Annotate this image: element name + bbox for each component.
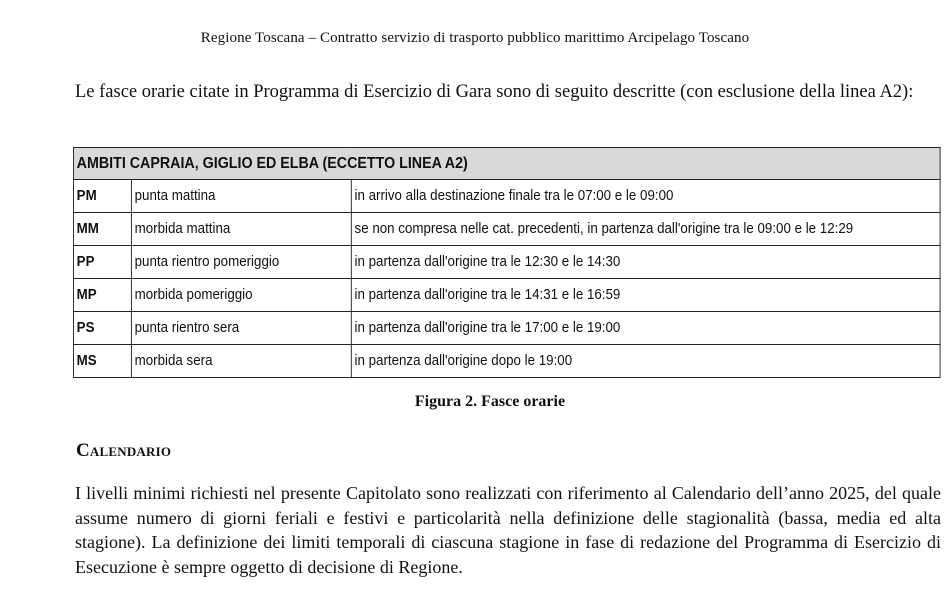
- band-name: punta rientro sera: [131, 312, 351, 345]
- band-description: in arrivo alla destinazione finale tra le 07:00 e le 09:00: [351, 180, 940, 213]
- band-name: punta rientro pomeriggio: [131, 246, 351, 279]
- band-description: in partenza dall'origine tra le 14:31 e le 16:59: [351, 279, 940, 312]
- running-header: Regione Toscana – Contratto servizio di trasporto pubblico marittimo Arcipelago Toscano: [200, 30, 750, 46]
- band-code: PP: [73, 246, 131, 279]
- band-description: se non compresa nelle cat. precedenti, in partenza dall'origine tra le 09:00 e le 12:29: [351, 213, 940, 246]
- table-row: [73, 246, 940, 279]
- figure-caption: Figura 2. Fasce orarie: [414, 393, 566, 410]
- band-name: punta mattina: [131, 180, 351, 213]
- band-name: morbida pomeriggio: [131, 279, 351, 312]
- section-paragraph: I livelli minimi richiesti nel presente Capitolato sono realizzati con riferimento al Calendario dell’anno 2025, del quale assume numero di giorni feriali e festivi e particolarità nella definizione delle stagionalità (bassa, media ed alta stagione). La definizione dei limiti temporali di ciascuna stagione in fase di redazione del Programma di Esercizio di Esecuzione è sempre oggetto di decisione di Regione.: [75, 483, 941, 577]
- section-title: Calendario: [76, 440, 172, 461]
- band-description: in partenza dall'origine dopo le 19:00: [351, 345, 940, 378]
- table-row: [73, 279, 940, 312]
- band-name: morbida mattina: [131, 213, 351, 246]
- table-row: [73, 180, 940, 213]
- table-header-row: [73, 148, 940, 180]
- band-description: in partenza dall'origine tra le 12:30 e le 14:30: [351, 246, 940, 279]
- table-heading: AMBITI CAPRAIA, GIGLIO ED ELBA (ECCETTO LINEA A2): [73, 148, 940, 180]
- band-code: MP: [73, 279, 131, 312]
- band-code: MM: [73, 213, 131, 246]
- band-name: morbida sera: [131, 345, 351, 378]
- table-row: [73, 345, 940, 378]
- time-bands-table: [73, 147, 941, 378]
- band-description: in partenza dall'origine tra le 17:00 e le 19:00: [351, 312, 940, 345]
- band-code: PM: [73, 180, 131, 213]
- table-row: [73, 213, 940, 246]
- intro-paragraph: Le fasce orarie citate in Programma di Esercizio di Gara sono di seguito descritte (con esclusione della linea A2):: [75, 82, 914, 102]
- table-row: [73, 312, 940, 345]
- band-code: PS: [73, 312, 131, 345]
- band-code: MS: [73, 345, 131, 378]
